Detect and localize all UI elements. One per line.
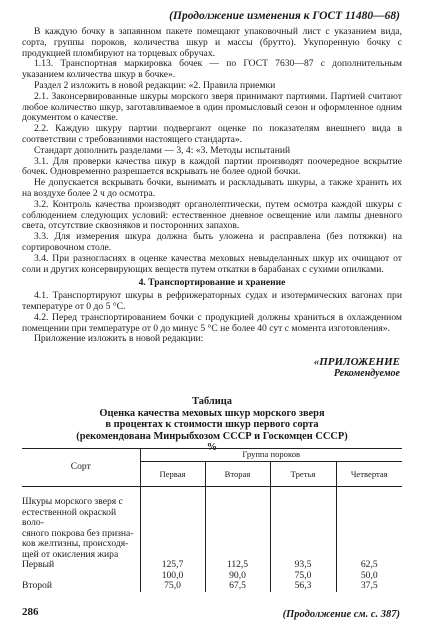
table-row <box>22 571 402 582</box>
table-caption-line: в процентах к стоимости шкур первого сорта <box>105 419 319 431</box>
paragraph: 3.2. Контроль качества производят органолептически, путем осмотра каждой шкуры с соблюдением следующих условий: естественное дневное освещение или лампы дневного света, отсутствие сквозняков и посторонних запахов. <box>22 198 402 232</box>
table-cell: 62,5 <box>336 560 402 571</box>
table-header-row <box>22 449 402 462</box>
table-cell: 93,5 <box>270 560 336 571</box>
row-description-line: естественной окраской воло- <box>22 506 117 528</box>
continuation-footer: (Продолжение см. с. 387) <box>282 609 400 620</box>
paragraph: 4.2. Перед транспортированием бочки с продукцией должны храниться в охлажденном помещении при температуре от 0 до минус 5 °С не более 40 сут с момента изготовления». <box>22 311 402 334</box>
page-number: 286 <box>22 606 39 618</box>
table-caption-line: Таблица <box>192 396 232 407</box>
appendix-title: «ПРИЛОЖЕНИЕ <box>313 356 400 368</box>
column-header: Четвертая <box>336 462 402 487</box>
row-description <box>22 487 140 561</box>
paragraph: 4.1. Транспортируют шкуры в рефрижераторных судах и изотермических вагонах при температуре от 0 до 5 °С. <box>22 290 402 312</box>
paragraph: В каждую бочку в запаянном пакете помещают упаковочный лист с указанием вида, сорта, группы пороков, количества шкур и массы (брутто). Укупоренную бочку с продукцией пломбируют на торцевых обручах. <box>22 26 402 59</box>
column-header: Первая <box>140 462 205 487</box>
table-cell: 100,0 <box>161 569 184 581</box>
section-heading: 4. Транспортирование и хранение <box>138 277 286 289</box>
table-row <box>22 560 402 571</box>
table-caption-line: (рекомендована Минрыбхозом СССР и Госкомцен СССР) <box>76 430 348 442</box>
appendix-subtitle: Рекомендуемое <box>333 368 400 379</box>
table-row <box>22 581 402 592</box>
paragraph: Приложение изложить в новой редакции: <box>34 333 204 345</box>
paragraph: 1.13. Транспортная маркировка бочек — по ГОСТ 7630—87 с дополнительным указанием количества шкур в бочке». <box>22 58 402 81</box>
row-label: Второй <box>22 581 140 592</box>
table-cell: 56,3 <box>270 581 336 592</box>
table-cell: 125,7 <box>161 559 184 570</box>
continuation-header: (Продолжение изменения к ГОСТ 11480—68) <box>169 10 400 22</box>
body-text <box>22 27 402 345</box>
group-header: Группа пороков <box>140 449 402 462</box>
paragraph: 3.3. Для измерения шкура должна быть уложена и расправлена (без потяжки) на сортировочном столе. <box>22 231 402 253</box>
appendix-label <box>314 356 400 380</box>
paragraph: 2.1. Законсервированные шкуры морского зверя принимают партиями. Партией считают любое количество шкур, заготавливаемое в один промысловый сезон и оформленное одним документом о качестве. <box>22 90 402 124</box>
table-cell: 112,5 <box>205 560 270 571</box>
table-row-description <box>22 487 402 561</box>
paragraph: Стандарт дополнить разделами — 3, 4: «3. Методы испытаний <box>34 144 291 156</box>
paragraph: Не допускается вскрывать бочки, вынимать и раскладывать шкуры, а также хранить их на воздухе более 2 ч до осмотра. <box>22 177 402 199</box>
table-caption-line: % <box>206 442 218 454</box>
paragraph: Раздел 2 изложить в новой редакции: «2. Правила приемки <box>34 79 276 91</box>
row-description-line: щей от окисления жира <box>22 548 119 560</box>
table-caption <box>22 396 402 454</box>
row-label: Первый <box>22 560 140 571</box>
paragraph: 3.1. Для проверки качества шкур в каждой партии производят поочередное вскрытие бочек. Одновременно разрешается вскрывать не более одной бочки. <box>22 155 402 178</box>
table-cell: 67,5 <box>205 581 270 592</box>
row-description-line: сяного покрова без призна- <box>22 527 134 539</box>
table-cell: 75,0 <box>164 580 181 591</box>
table-cell: 50,0 <box>336 571 402 582</box>
table-caption-line: Оценка качества меховых шкур морского зверя <box>99 407 325 419</box>
table-cell: 37,5 <box>336 581 402 592</box>
row-description-line: Шкуры морского зверя с <box>22 496 123 507</box>
sort-header: Сорт <box>22 449 140 487</box>
paragraph: 3.4. При разногласиях в оценке качества меховых невыделанных шкур их очищают от соли и других консервирующих веществ путем откатки в барабанах с сухими опилками. <box>22 252 402 275</box>
paragraph: 2.2. Каждую шкуру партии подвергают оценке по показателям внешнего вида в соответствии с требованиями настоящего стандарта». <box>22 123 402 145</box>
table-cell: 90,0 <box>205 571 270 582</box>
row-description-line: ков желтизны, происходя- <box>22 538 129 549</box>
quality-table <box>22 448 402 592</box>
column-header: Третья <box>270 462 336 487</box>
table-cell: 75,0 <box>270 571 336 582</box>
column-header: Вторая <box>205 462 270 487</box>
